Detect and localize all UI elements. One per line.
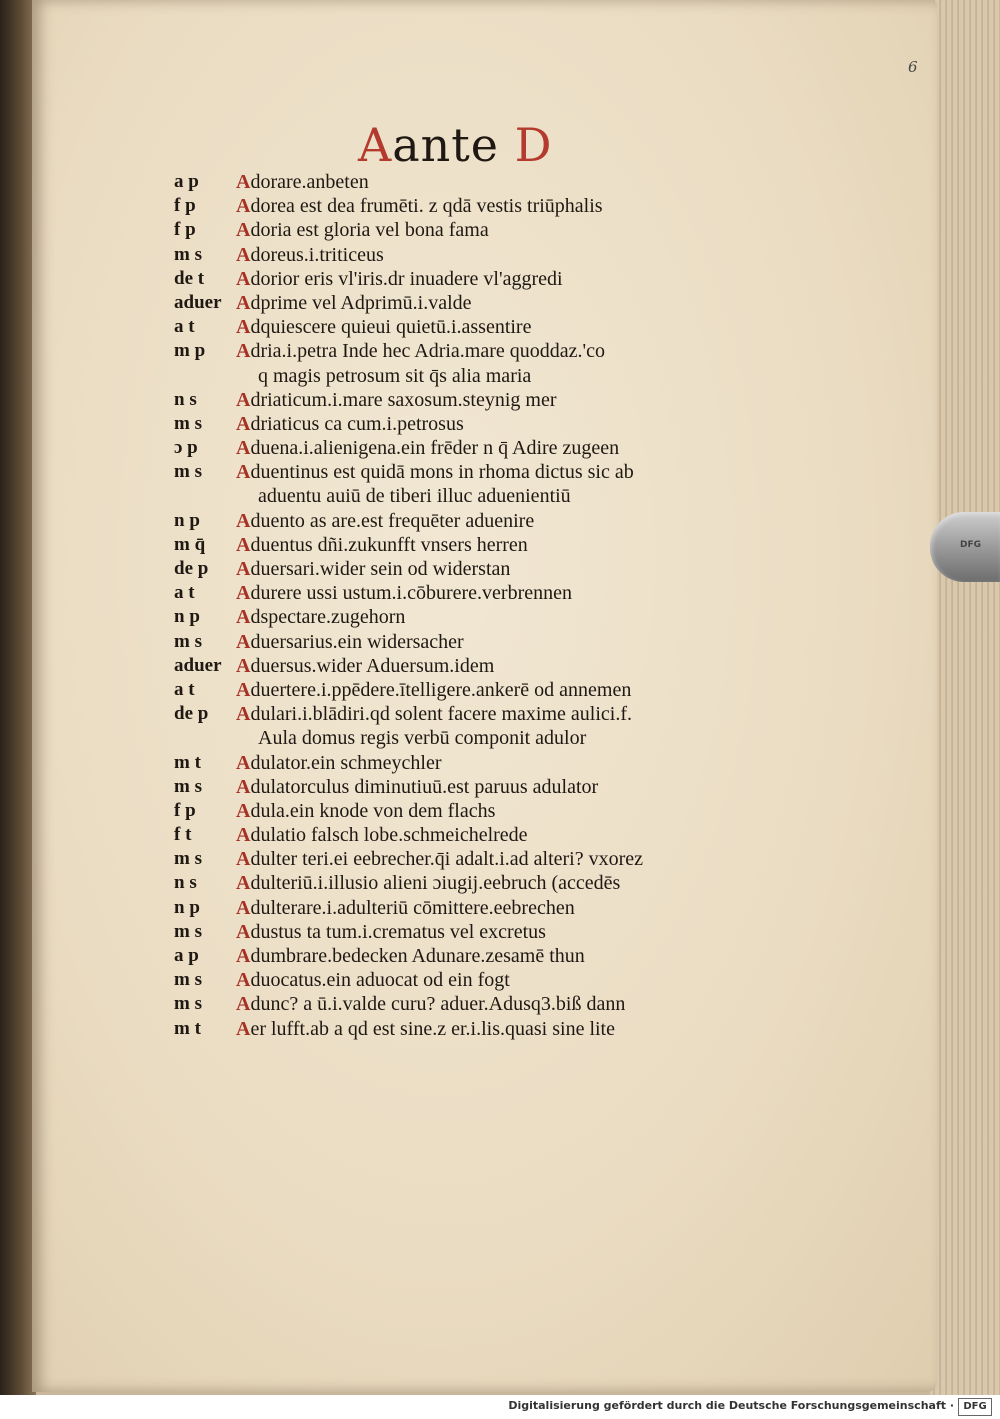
dictionary-entry: [174, 194, 794, 218]
entry-grammar-code: f p: [174, 799, 196, 821]
entry-grammar-code: n p: [174, 509, 200, 531]
entry-body: doreus.i.triticeus: [250, 243, 384, 266]
entry-text: [236, 944, 585, 968]
entry-text: [236, 992, 625, 1016]
entry-text: [236, 388, 557, 412]
entry-text: [236, 557, 510, 581]
entry-grammar-code: m s: [174, 243, 202, 265]
entry-grammar-code: de p: [174, 558, 209, 579]
entry-text: [236, 896, 575, 920]
dictionary-entry: [174, 871, 794, 895]
entry-text: [236, 170, 369, 194]
entry-body: durere ussi ustum.i.cōburere.verbrennen: [250, 582, 573, 605]
entry-body: dustus ta tum.i.crematus vel excretus: [250, 920, 546, 943]
entry-initial: A: [236, 243, 251, 266]
dictionary-entry: [174, 944, 794, 968]
entry-body: dumbrare.bedecken Adunare.zesamē thun: [250, 945, 585, 967]
entry-initial: A: [236, 969, 251, 992]
entry-grammar-code: n p: [174, 896, 200, 918]
entry-body: duena.i.alienigena.ein frēder n q̄ Adire zugeen: [250, 437, 620, 460]
entry-grammar-code: m t: [174, 751, 201, 773]
entry-body: duersarius.ein widersacher: [250, 630, 464, 653]
entry-text: [236, 678, 631, 702]
entry-grammar-code: m s: [174, 993, 202, 1015]
entry-body: driaticus ca cum.i.petrosus: [250, 412, 464, 435]
page-clip: [930, 512, 1000, 582]
entry-text: [236, 823, 528, 847]
entry-text: [236, 847, 643, 871]
entry-text: [236, 243, 384, 267]
entry-body: dulari.i.blādiri.qd solent facere maxime aulici.f.: [250, 703, 632, 726]
entry-body: dulteriū.i.illusio alieni ɔiugij.eebruch (accedēs: [250, 872, 621, 895]
entry-body: duersari.wider sein od widerstan: [250, 558, 511, 580]
entry-grammar-code: a p: [174, 171, 199, 192]
entry-text: [236, 267, 563, 291]
entry-grammar-code: aduer: [174, 654, 222, 676]
entry-grammar-code: m p: [174, 340, 206, 362]
entry-grammar-code: m q̄: [174, 533, 206, 555]
dictionary-entry: [174, 339, 794, 363]
entry-grammar-code: m s: [174, 920, 202, 942]
entry-text: [236, 581, 572, 605]
entry-body: dulatio falsch lobe.schmeichelrede: [250, 824, 528, 847]
entry-body: duocatus.ein aduocat od ein fogt: [250, 969, 510, 992]
dictionary-entry: [174, 267, 794, 291]
entry-body: dquiescere quieui quietū.i.assentire: [250, 316, 532, 339]
dictionary-entries: [174, 170, 794, 1041]
entry-grammar-code: m s: [174, 775, 202, 797]
entry-body: dprime vel Adprimū.i.valde: [250, 291, 472, 314]
entry-grammar-code: a t: [174, 582, 195, 604]
entry-text: [236, 654, 494, 678]
entry-body: duersus.wider Aduersum.idem: [250, 654, 495, 677]
entry-text: [236, 1017, 615, 1041]
entry-grammar-code: m t: [174, 1017, 201, 1039]
entry-grammar-code: f p: [174, 219, 196, 241]
entry-body: duertere.i.ppēdere.ītelligere.ankerē od annemen: [250, 678, 632, 701]
entry-initial: A: [236, 219, 251, 242]
entry-text: [236, 702, 632, 726]
entry-initial: A: [236, 920, 251, 943]
entry-body: dulator.ein schmeychler: [250, 751, 442, 774]
entry-text: [236, 630, 464, 654]
dictionary-entry: [174, 775, 794, 799]
dictionary-entry: [174, 484, 794, 508]
entry-body: doria est gloria vel bona fama: [250, 219, 489, 242]
entry-body: dorare.anbeten: [250, 171, 369, 193]
entry-initial: A: [236, 993, 251, 1016]
entry-body: dulter teri.ei eebrecher.q̄i adalt.i.ad alteri? vxorez: [250, 848, 644, 871]
dictionary-entry: [174, 751, 794, 775]
entry-initial: A: [236, 267, 251, 290]
entry-grammar-code: m s: [174, 848, 202, 870]
entry-initial: A: [236, 509, 251, 532]
dictionary-entry: [174, 218, 794, 242]
entry-text: [236, 533, 528, 557]
entry-text: [258, 726, 586, 750]
entry-grammar-code: a t: [174, 678, 195, 700]
entry-body: dulterare.i.adulteriū cōmittere.eebrechen: [250, 896, 575, 919]
entry-initial: A: [236, 340, 251, 363]
entry-initial: A: [236, 848, 251, 871]
entry-initial: A: [236, 388, 251, 411]
entry-initial: A: [236, 558, 251, 580]
entry-initial: A: [236, 316, 251, 339]
entry-grammar-code: m s: [174, 969, 202, 991]
entry-grammar-code: m s: [174, 412, 202, 434]
dictionary-entry: [174, 364, 794, 388]
entry-body: duentinus est quidā mons in rhoma dictus sic ab: [250, 461, 634, 484]
entry-body: aduentu auiū de tiberi illuc aduenientiū: [258, 485, 571, 508]
entry-text: [236, 315, 531, 339]
entry-body: dorior eris vl'iris.dr inuadere vl'aggredi: [250, 267, 563, 290]
entry-text: [236, 412, 464, 436]
entry-text: [258, 484, 571, 508]
entry-initial: A: [236, 461, 251, 484]
folio-number: 6: [908, 58, 918, 76]
entry-initial: A: [236, 775, 251, 798]
entry-text: [236, 339, 605, 363]
entry-initial: A: [236, 412, 251, 435]
header-letter: D: [514, 118, 553, 172]
dictionary-entry: [174, 1017, 794, 1041]
entry-text: [236, 968, 510, 992]
dictionary-entry: [174, 170, 794, 194]
entry-body: dspectare.zugehorn: [250, 606, 406, 629]
dictionary-entry: [174, 992, 794, 1016]
entry-text: [236, 920, 546, 944]
entry-body: dria.i.petra Inde hec Adria.mare quoddaz.'co: [250, 340, 606, 363]
entry-initial: A: [236, 582, 251, 605]
entry-body: driaticum.i.mare saxosum.steynig mer: [250, 388, 557, 411]
entry-initial: A: [236, 437, 251, 460]
page-header: [358, 118, 553, 172]
dictionary-entry: [174, 315, 794, 339]
dictionary-entry: [174, 412, 794, 436]
entry-grammar-code: de p: [174, 703, 209, 725]
entry-grammar-code: a t: [174, 316, 195, 338]
page-edges: [930, 0, 1000, 1395]
entry-grammar-code: aduer: [174, 291, 222, 313]
entry-initial: A: [236, 195, 251, 218]
dictionary-entry: [174, 630, 794, 654]
entry-initial: A: [236, 171, 251, 193]
entry-initial: A: [236, 945, 251, 967]
entry-body: dorea est dea frumēti. z qdā vestis triūphalis: [250, 195, 603, 218]
entry-body: dula.ein knode von dem flachs: [250, 799, 496, 822]
dictionary-entry: [174, 702, 794, 726]
entry-text: [236, 460, 634, 484]
entry-text: [236, 775, 598, 799]
dictionary-entry: [174, 654, 794, 678]
dictionary-entry: [174, 388, 794, 412]
entry-grammar-code: n s: [174, 388, 197, 410]
dictionary-entry: [174, 291, 794, 315]
entry-body: duentus dñi.zukunfft vnsers herren: [250, 533, 528, 556]
dictionary-entry: [174, 968, 794, 992]
entry-text: [236, 436, 619, 460]
clip-label: DFG: [960, 540, 982, 550]
dictionary-entry: [174, 557, 794, 581]
entry-body: duento as are.est frequēter aduenire: [250, 509, 535, 532]
entry-text: [236, 509, 534, 533]
dfg-logo: DFG: [958, 1398, 992, 1416]
entry-body: Aula domus regis verbū componit adulor: [258, 727, 587, 750]
entry-body: q magis petrosum sit q̄s alia maria: [258, 364, 532, 387]
dictionary-entry: [174, 847, 794, 871]
entry-grammar-code: n p: [174, 606, 200, 628]
header-middle: ante: [392, 118, 499, 172]
entry-grammar-code: f p: [174, 195, 196, 217]
entry-text: [236, 218, 489, 242]
dictionary-entry: [174, 678, 794, 702]
entry-initial: A: [236, 896, 251, 919]
dictionary-entry: [174, 581, 794, 605]
header-initial: A: [358, 118, 393, 172]
book-cover-edge: [0, 0, 36, 1395]
entry-text: [236, 799, 495, 823]
entry-text: [236, 751, 442, 775]
entry-initial: A: [236, 654, 251, 677]
entry-grammar-code: ɔ p: [174, 437, 198, 459]
dictionary-entry: [174, 896, 794, 920]
entry-initial: A: [236, 606, 251, 629]
entry-text: [236, 871, 620, 895]
dictionary-entry: [174, 726, 794, 750]
entry-text: [236, 291, 472, 315]
entry-text: [236, 194, 603, 218]
dictionary-entry: [174, 920, 794, 944]
dictionary-entry: [174, 799, 794, 823]
dictionary-entry: [174, 436, 794, 460]
entry-grammar-code: a p: [174, 945, 199, 966]
entry-initial: A: [236, 872, 251, 895]
dictionary-entry: [174, 243, 794, 267]
entry-initial: A: [236, 291, 251, 314]
entry-grammar-code: f t: [174, 824, 192, 846]
footer-bar: [0, 1395, 1000, 1419]
entry-initial: A: [236, 703, 251, 726]
dictionary-entry: [174, 533, 794, 557]
footer-credit: Digitalisierung gefördert durch die Deutsche Forschungsgemeinschaft ·: [508, 1399, 954, 1412]
entry-initial: A: [236, 678, 251, 701]
entry-text: [236, 605, 405, 629]
dictionary-entry: [174, 823, 794, 847]
entry-body: dunc? a ū.i.valde curu? aduer.Adusq3.biß dann: [250, 993, 626, 1016]
entry-body: er lufft.ab a qd est sine.z er.i.lis.quasi sine lite: [250, 1017, 615, 1040]
entry-initial: A: [236, 751, 251, 774]
entry-grammar-code: de t: [174, 267, 205, 289]
dictionary-entry: [174, 460, 794, 484]
manuscript-page: [32, 0, 937, 1392]
dictionary-entry: [174, 509, 794, 533]
entry-text: [258, 364, 531, 388]
entry-initial: A: [236, 630, 251, 653]
entry-grammar-code: m s: [174, 630, 202, 652]
entry-initial: A: [236, 1017, 251, 1040]
entry-initial: A: [236, 533, 251, 556]
entry-initial: A: [236, 799, 251, 822]
entry-grammar-code: m s: [174, 461, 202, 483]
entry-body: dulatorculus diminutiuū.est paruus adulator: [250, 775, 599, 798]
dictionary-entry: [174, 605, 794, 629]
entry-grammar-code: n s: [174, 872, 197, 894]
entry-initial: A: [236, 824, 251, 847]
